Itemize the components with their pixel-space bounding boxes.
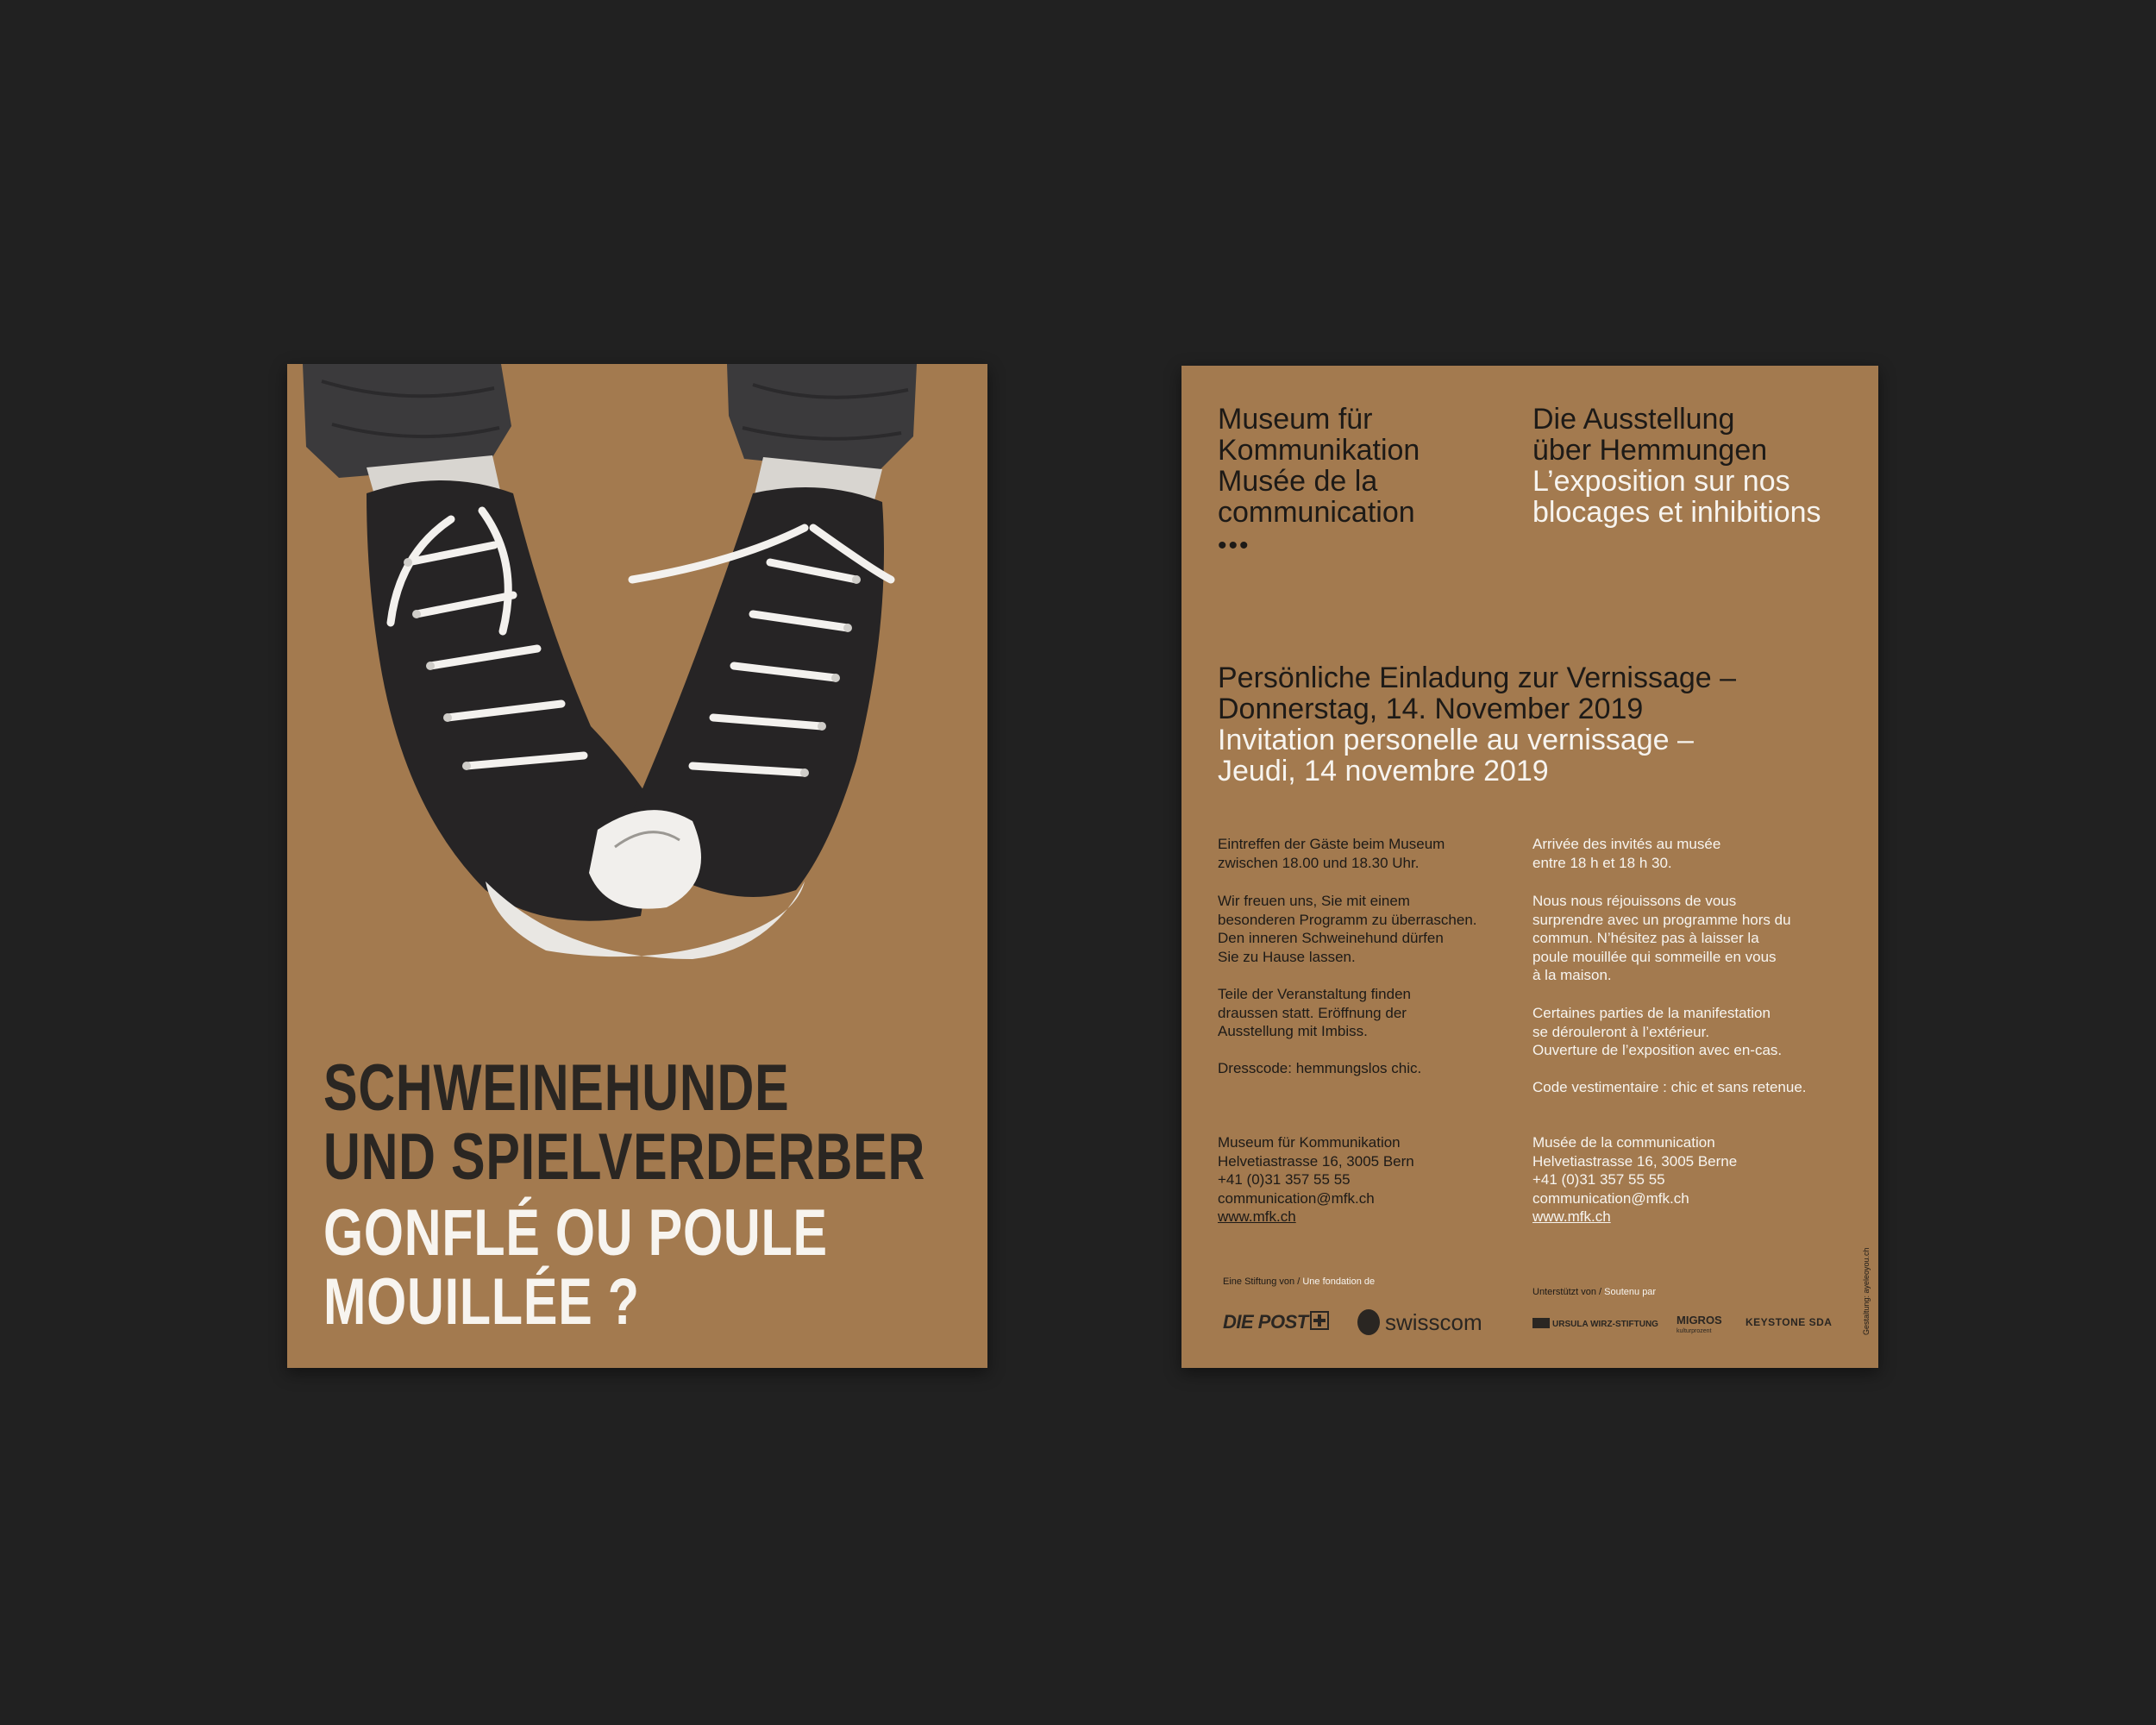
migros-logo xyxy=(1677,1314,1722,1337)
exhibition-title-german xyxy=(1532,404,1767,466)
museum-name-line-1: Museum für xyxy=(1218,403,1373,436)
swiss-cross-icon xyxy=(1310,1311,1329,1330)
foundation-label xyxy=(1223,1276,1375,1287)
design-credit: Gestaltung: ayeleoyou.ch xyxy=(1862,1247,1871,1335)
die-post-logo xyxy=(1223,1311,1329,1333)
invitation-french-line-2: Jeudi, 14 novembre 2019 xyxy=(1218,755,1549,787)
exhibition-title-german-line-1: Die Ausstellung xyxy=(1532,403,1735,436)
migros-wordmark: MIGROS xyxy=(1677,1314,1722,1327)
headline-german xyxy=(323,1051,926,1194)
foundation-label-german: Eine Stiftung von / xyxy=(1223,1276,1300,1287)
museum-dots-icon: ••• xyxy=(1218,531,1250,560)
invitation-french xyxy=(1218,724,1694,787)
invitation-back xyxy=(1181,366,1878,1368)
museum-name-line-2: Kommunikation xyxy=(1218,434,1420,467)
address-german: Museum für Kommunikation Helvetiastrasse 16, 3005 Bern +41 (0)31 357 55 55 communication@mfk.ch xyxy=(1218,1134,1414,1207)
exhibition-title-german-line-2: über Hemmungen xyxy=(1532,434,1768,467)
details-german-outdoor: Teile der Veranstaltung finden draussen statt. Eröffnung der Ausstellung mit Imbiss. xyxy=(1218,986,1411,1039)
swisscom-icon xyxy=(1357,1309,1380,1335)
invitation-german-line-2: Donnerstag, 14. November 2019 xyxy=(1218,693,1644,725)
details-german-program: Wir freuen uns, Sie mit einem besonderen Programm zu überraschen. Den inneren Schweinehund dürfen Sie zu Hause lassen. xyxy=(1218,893,1477,965)
website-link-french[interactable]: www.mfk.ch xyxy=(1532,1208,1611,1225)
details-german-arrival: Eintreffen der Gäste beim Museum zwischen 18.00 und 18.30 Uhr. xyxy=(1218,836,1445,871)
support-label xyxy=(1532,1287,1656,1297)
exhibition-title-french-line-2: blocages et inhibitions xyxy=(1532,496,1821,529)
sneakers-photo xyxy=(287,364,987,985)
swisscom-wordmark: swisscom xyxy=(1385,1309,1482,1335)
ursula-wirz-logo xyxy=(1532,1318,1658,1329)
details-french-dresscode: Code vestimentaire : chic et sans retenue. xyxy=(1532,1079,1807,1095)
migros-subline: kulturprozent xyxy=(1677,1328,1712,1334)
invitation-german xyxy=(1218,662,1736,724)
address-french: Musée de la communication Helvetiastrasse 16, 3005 Berne +41 (0)31 357 55 55 communication@mfk.ch xyxy=(1532,1134,1738,1207)
headline-french-line-1: GONFLÉ OU POULE xyxy=(323,1196,828,1270)
ursula-wirz-wordmark: URSULA WIRZ-STIFTUNG xyxy=(1552,1320,1658,1329)
headline-german-line-1: SCHWEINEHUNDE xyxy=(323,1051,790,1125)
museum-name-line-3: Musée de la xyxy=(1218,465,1378,498)
keystone-sda-logo: KEYSTONE SDA xyxy=(1745,1316,1833,1328)
foundation-label-french: Une fondation de xyxy=(1302,1276,1376,1287)
support-label-french: Soutenu par xyxy=(1604,1287,1657,1297)
invitation-front xyxy=(287,364,987,1368)
ursula-wirz-icon xyxy=(1532,1318,1550,1328)
headline-german-line-2: UND SPIELVERDERBER xyxy=(323,1120,926,1194)
exhibition-title-french-line-1: L’exposition sur nos xyxy=(1532,465,1790,498)
headline-french-line-2: MOUILLÉE ? xyxy=(323,1265,640,1339)
exhibition-title-french xyxy=(1532,466,1821,528)
swisscom-logo xyxy=(1357,1309,1482,1336)
headline-french xyxy=(323,1196,828,1339)
details-french-arrival: Arrivée des invités au musée entre 18 h et 18 h 30. xyxy=(1532,836,1721,871)
die-post-wordmark: DIE POST xyxy=(1223,1311,1308,1333)
website-link-german[interactable]: www.mfk.ch xyxy=(1218,1208,1296,1225)
invitation-german-line-1: Persönliche Einladung zur Vernissage – xyxy=(1218,662,1737,694)
details-french-outdoor: Certaines parties de la manifestation se dérouleront à l’extérieur. Ouverture de l’exposition avec en-cas. xyxy=(1532,1005,1783,1058)
details-german-dresscode: Dresscode: hemmungslos chic. xyxy=(1218,1060,1422,1076)
support-label-german: Unterstützt von / xyxy=(1532,1287,1602,1297)
details-french-program: Nous nous réjouissons de vous surprendre avec un programme hors du commun. N’hésitez pas à laisser la poule mouillée qui sommeille en vous à la maison. xyxy=(1532,893,1791,983)
museum-name xyxy=(1218,404,1420,528)
museum-name-line-4: communication xyxy=(1218,496,1415,529)
invitation-french-line-1: Invitation personelle au vernissage – xyxy=(1218,724,1694,756)
